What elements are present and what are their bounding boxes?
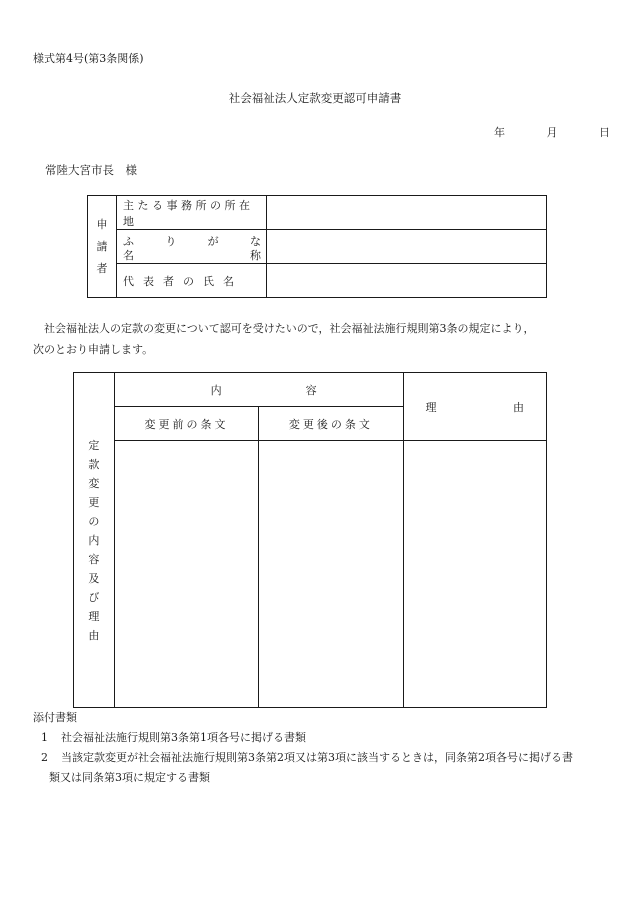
date-line <box>494 124 630 140</box>
representative-label: 代表者の氏名 <box>117 264 267 298</box>
representative-field[interactable] <box>267 264 547 298</box>
applicant-header-char: 請 <box>96 239 108 253</box>
side-char: 款 <box>88 457 100 471</box>
name-label <box>117 230 267 264</box>
content-header-char: 内 <box>210 383 222 397</box>
side-char: 更 <box>88 495 100 509</box>
statement-line: 次のとおり申請します。 <box>33 343 154 356</box>
attachment-text: 当該定款変更が社会福祉法施行規則第3条第2項又は第3項に該当するときは，同条第2項各号に掲げる書 <box>61 751 573 764</box>
applicant-header-char: 申 <box>96 217 108 231</box>
address-field[interactable] <box>267 196 547 230</box>
attachment-item <box>41 729 306 745</box>
content-header-char: 容 <box>305 383 317 397</box>
attachment-number: 2 <box>41 751 48 764</box>
form-number: 様式第4号(第3条関係) <box>33 52 144 65</box>
addressee: 常陸大宮市長 様 <box>45 163 137 177</box>
side-char: 定 <box>88 438 100 452</box>
attachment-number: 1 <box>41 731 48 744</box>
applicant-header-char: 者 <box>96 261 108 275</box>
side-char: 由 <box>88 628 100 642</box>
name-field[interactable] <box>267 230 547 264</box>
attachment-item <box>41 748 611 788</box>
reason-header-char: 理 <box>425 400 437 414</box>
amendment-table <box>73 372 547 708</box>
applicant-table <box>87 195 547 298</box>
after-header: 変更後の条文 <box>259 407 403 441</box>
side-char: 及 <box>88 571 100 585</box>
attachment-text: 社会福祉法施行規則第3条第1項各号に掲げる書類 <box>61 731 306 744</box>
side-char: 理 <box>88 609 100 623</box>
side-char: び <box>88 590 100 604</box>
attachment-text-continued: 類又は同条第3項に規定する書類 <box>49 771 210 784</box>
before-text-cell[interactable] <box>114 441 258 708</box>
document-title: 社会福祉法人定款変更認可申請書 <box>228 91 402 105</box>
side-char: 容 <box>88 552 100 566</box>
date-month: 月 <box>546 126 558 139</box>
side-char: 内 <box>88 533 100 547</box>
application-statement <box>33 318 593 360</box>
date-day: 日 <box>599 126 610 139</box>
address-label: 主たる事務所の所在地 <box>117 196 267 230</box>
name-char: 称 <box>250 249 261 262</box>
reason-text-cell[interactable] <box>403 441 546 708</box>
side-char: の <box>88 514 100 528</box>
reason-header-char: 由 <box>513 400 524 414</box>
applicant-header <box>88 196 117 298</box>
furigana-char: が <box>207 235 219 248</box>
attachments-heading: 添付書類 <box>33 711 77 724</box>
content-header <box>114 373 403 407</box>
side-char: 変 <box>88 476 100 490</box>
after-text-cell[interactable] <box>259 441 403 708</box>
furigana-char: な <box>249 235 261 248</box>
name-char: 名 <box>123 249 134 262</box>
date-year: 年 <box>494 126 505 139</box>
statement-line: 社会福祉法人の定款の変更について認可を受けたいので，社会福祉法施行規則第3条の規定により， <box>44 322 535 335</box>
furigana-char: ふ <box>123 235 134 248</box>
before-header: 変更前の条文 <box>114 407 258 441</box>
amendment-side-header <box>74 373 115 708</box>
furigana-char: り <box>165 235 177 248</box>
reason-header <box>403 373 546 441</box>
